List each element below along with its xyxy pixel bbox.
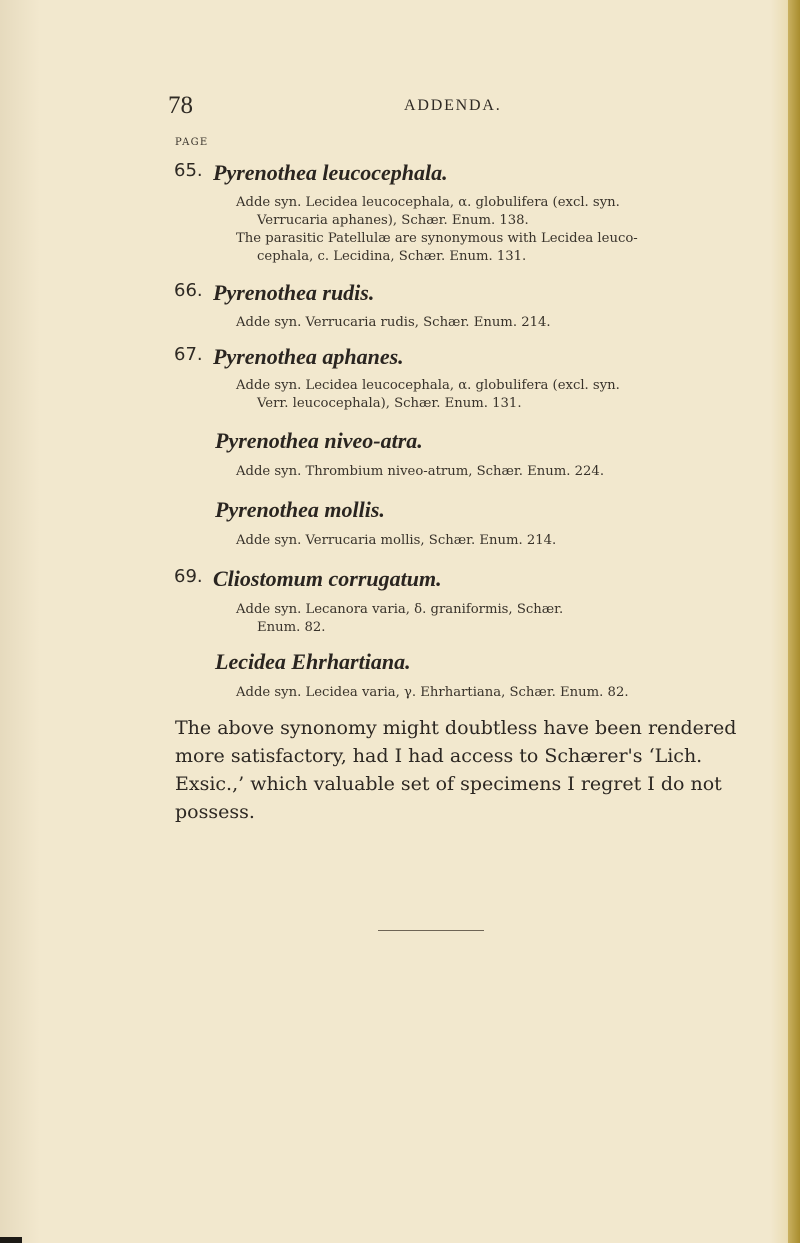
closing-line: more satisfactory, had I had access to Schærer's ‘Lich. xyxy=(175,745,703,767)
page-edge xyxy=(788,0,800,1243)
entry-title: Pyrenothea aphanes. xyxy=(213,344,404,369)
entry-title: Lecidea Ehrhartiana. xyxy=(215,649,411,674)
entry-line: Adde syn. Lecanora varia, δ. graniformis, Schær. xyxy=(236,602,564,617)
entry-number: 65. xyxy=(174,160,203,181)
entry-line: Adde syn. Lecidea leucocephala, α. globulifera (excl. syn. xyxy=(236,378,620,393)
corner-mark xyxy=(0,1237,22,1243)
page-column-label: PAGE xyxy=(175,137,209,148)
entry-title: Cliostomum corrugatum. xyxy=(213,566,442,591)
entry-line: Adde syn. Thrombium niveo-atrum, Schær. Enum. 224. xyxy=(236,464,605,479)
entry-line: Adde syn. Lecidea varia, γ. Ehrhartiana, Schær. Enum. 82. xyxy=(236,685,629,700)
entry-line: Enum. 82. xyxy=(257,620,326,635)
entry-number: 69. xyxy=(174,566,203,587)
entry-line: Verr. leucocephala), Schær. Enum. 131. xyxy=(257,396,522,411)
page-number: 78 xyxy=(168,92,193,119)
entry-number: 67. xyxy=(174,344,203,365)
closing-paragraph xyxy=(175,714,735,826)
entry-line: The parasitic Patellulæ are synonymous with Lecidea leuco- xyxy=(236,231,638,246)
entry-line: Verrucaria aphanes), Schær. Enum. 138. xyxy=(257,213,529,228)
closing-line: possess. xyxy=(175,801,255,823)
running-head: ADDENDA. xyxy=(404,97,502,114)
entry-title: Pyrenothea leucocephala. xyxy=(213,160,448,185)
entry-title: Pyrenothea rudis. xyxy=(213,280,375,305)
entry-number: 66. xyxy=(174,280,203,301)
entry-line: Adde syn. Lecidea leucocephala, α. globulifera (excl. syn. xyxy=(236,195,620,210)
page-header xyxy=(0,92,800,122)
entry-title: Pyrenothea mollis. xyxy=(215,497,385,522)
entry-line: cephala, c. Lecidina, Schær. Enum. 131. xyxy=(257,249,527,264)
closing-line: The above synonomy might doubtless have been rendered xyxy=(175,717,737,739)
entry-title: Pyrenothea niveo-atra. xyxy=(215,428,423,453)
closing-line: Exsic.,’ which valuable set of specimens I regret I do not xyxy=(175,773,722,795)
entry-line: Adde syn. Verrucaria mollis, Schær. Enum. 214. xyxy=(236,533,557,548)
end-rule xyxy=(378,930,484,931)
entry-line: Adde syn. Verrucaria rudis, Schær. Enum. 214. xyxy=(236,315,551,330)
